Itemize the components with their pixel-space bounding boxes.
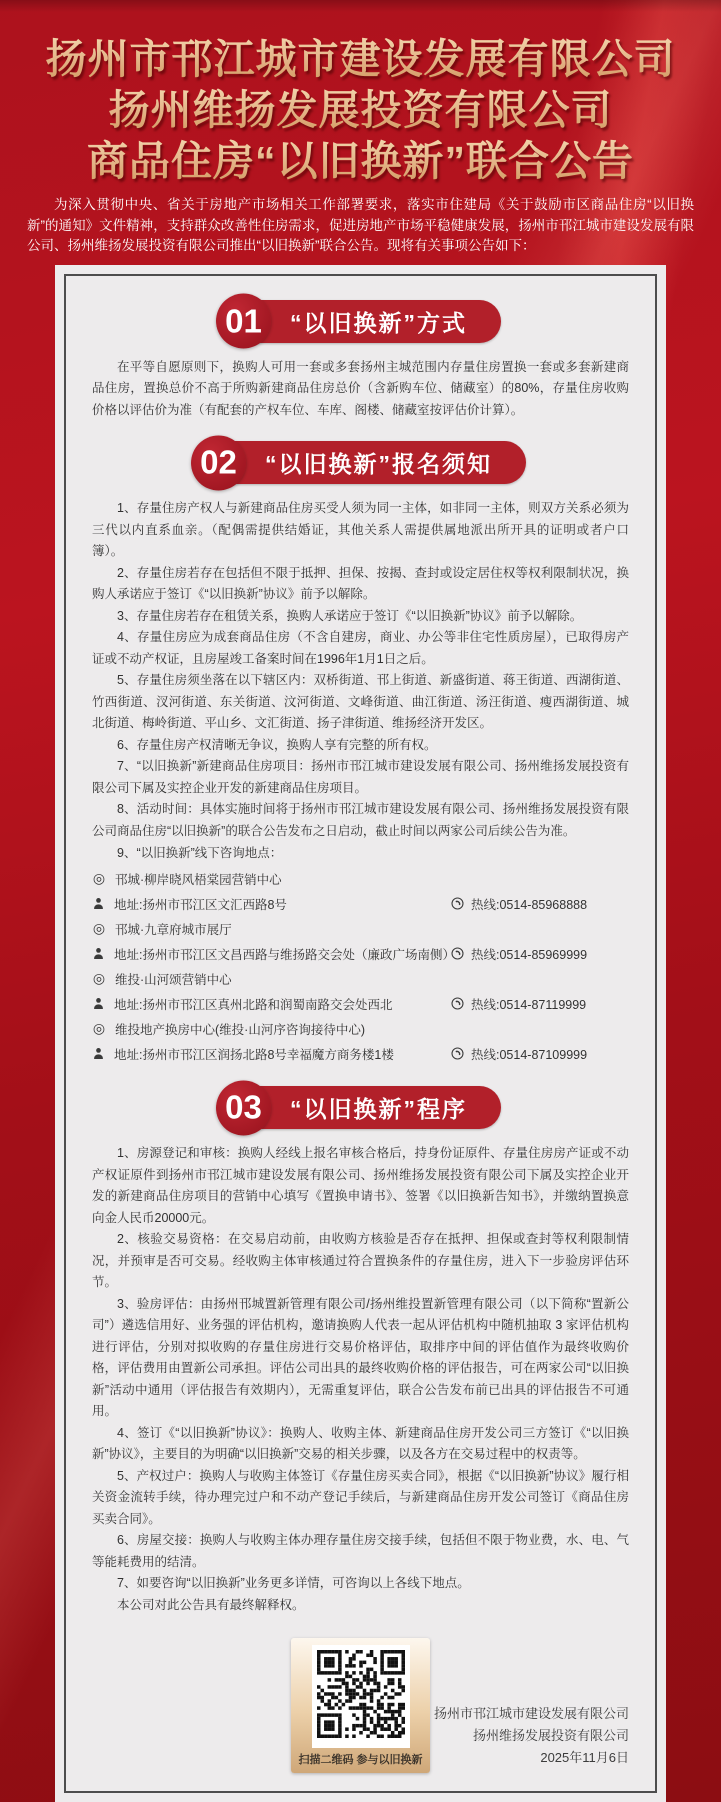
contact-hotline: 热线:0514-87109999 (471, 1045, 587, 1063)
paragraph: 5、产权过户：换购人与收购主体签订《存量住房买卖合同》，根据《“以旧换新”协议》履行相关资金流转手续，待办理完过户和不动产登记手续后，与新建商品住房开发公司签订《商品住房买卖合同》。 (92, 1466, 629, 1531)
section-header-1 (220, 300, 501, 343)
footer-row (92, 1638, 629, 1773)
contact-name-row (92, 916, 629, 941)
contact-entry (92, 916, 629, 966)
contact-address: 地址:扬州市邗江区文昌西路与维扬路交会处（廉政广场南侧） (114, 945, 451, 963)
section-header-2 (195, 441, 526, 484)
qr-caption: 扫描二维码 参与以旧换新 (298, 1748, 422, 1769)
content-box (55, 265, 666, 1802)
person-location-icon (92, 1047, 105, 1060)
paragraph: 4、签订《“以旧换新”协议》：换购人、收购主体、新建商品住房开发公司三方签订《“以旧换新”协议》，主要目的为明确“以旧换新”交易的相关步骤，以及各方在交易过程中的权责等。 (92, 1423, 629, 1466)
contact-address: 地址:扬州市邗江区真州北路和润蜀南路交会处西北 (114, 995, 392, 1013)
section-1-body (92, 357, 629, 422)
title-line: 商品住房“以旧换新”联合公告 (0, 136, 721, 187)
phone-icon (451, 947, 464, 960)
bullseye-icon: ◎ (92, 920, 106, 937)
contact-address-row (92, 941, 629, 966)
contact-entry (92, 866, 629, 916)
paragraph: 8、活动时间：具体实施时间将于扬州市邗江城市建设发展有限公司、扬州维扬发展投资有限公司商品住房“以旧换新”的联合公告发布之日启动，截止时间以两家公司后续公告为准。 (92, 799, 629, 842)
contact-name: 维投地产换房中心(维投·山河序咨询接待中心) (115, 1020, 365, 1038)
contact-list-intro: 9、“以旧换新”线下咨询地点： (92, 842, 629, 864)
paragraph: 2、存量住房若存在包括但不限于抵押、担保、按揭、查封或设定居住权等权利限制状况，换购人承诺应于签订《“以旧换新”协议》前予以解除。 (92, 563, 629, 606)
signature-block (430, 1703, 629, 1773)
paragraph: 在平等自愿原则下，换购人可用一套或多套扬州主城范围内存量住房置换一套或多套新建商品住房，置换总价不高于所购新建商品住房总价（含新购车位、储藏室）的80%，存量住房收购价格以评估价为准（有配套的产权车位、车库、阁楼、储藏室按评估价计算）。 (92, 357, 629, 422)
phone-icon (451, 997, 464, 1010)
paragraph: 3、存量住房若存在租赁关系，换购人承诺应于签订《“以旧换新”协议》前予以解除。 (92, 606, 629, 628)
content-box-inner (64, 274, 657, 1794)
contact-name-row (92, 966, 629, 991)
phone-icon (451, 897, 464, 910)
phone-icon (451, 1047, 464, 1060)
paragraph: 2、核验交易资格：在交易启动前，由收购方核验是否存在抵押、担保或查封等权利限制情况，并预审是否可交易。经收购主体审核通过符合置换条件的存量住房，进入下一步验房评估环节。 (92, 1229, 629, 1294)
contact-name-row (92, 866, 629, 891)
section-2-body (92, 498, 629, 842)
section-3-body (92, 1143, 629, 1595)
signature-line: 扬州市邗江城市建设发展有限公司 (430, 1703, 629, 1725)
contact-list (92, 866, 629, 1066)
section-header-3 (220, 1086, 501, 1129)
closing-statement: 本公司对此公告具有最终解释权。 (92, 1595, 629, 1617)
contact-name: 邗城·九章府城市展厅 (115, 920, 232, 938)
signature-line: 扬州维扬发展投资有限公司 (430, 1725, 629, 1747)
contact-hotline: 热线:0514-87119999 (471, 995, 586, 1013)
section-number-badge: 01 (216, 294, 271, 349)
contact-address-row (92, 991, 629, 1016)
bullseye-icon: ◎ (92, 970, 106, 987)
title-lines (0, 34, 721, 187)
contact-address-row (92, 1041, 629, 1066)
qr-code (312, 1645, 410, 1748)
paragraph: 5、存量住房须坐落在以下辖区内：双桥街道、邗上街道、新盛街道、蒋王街道、西湖街道、竹西街道、汊河街道、东关街道、汶河街道、文峰街道、曲江街道、汤汪街道、瘦西湖街道、城北街道、梅岭街道、平山乡、文汇街道、扬子津街道、维扬经济开发区。 (92, 670, 629, 735)
contact-hotline: 热线:0514-85969999 (471, 945, 587, 963)
contact-name: 维投·山河颂营销中心 (115, 970, 232, 988)
paragraph: 3、验房评估：由扬州邗城置新管理有限公司/扬州维投置新管理有限公司（以下简称“置新公司”）遴选信用好、业务强的评估机构，邀请换购人代表一起从评估机构中随机抽取 3 家评估机构进行评估，分别对拟收购的存量住房进行交易价格评估，取排序中间的评估值作为最终收购价格，评估费用由置新公司承担。评估公司出具的最终收购价格的评估报告，可在两家公司“以旧换新”活动中通用（评估报告有效期内），无需重复评估，联合公告发布前已出具的评估报告不可通用。 (92, 1294, 629, 1423)
paragraph: 6、存量住房产权清晰无争议，换购人享有完整的所有权。 (92, 735, 629, 757)
paragraph: 6、房屋交接：换购人与收购主体办理存量住房交接手续，包括但不限于物业费，水、电、气等能耗费用的结清。 (92, 1530, 629, 1573)
section-number-badge: 02 (191, 435, 246, 490)
title-line: 扬州市邗江城市建设发展有限公司 (0, 34, 721, 85)
title-line: 扬州维扬发展投资有限公司 (0, 85, 721, 136)
bullseye-icon: ◎ (92, 1020, 106, 1037)
poster-title (0, 34, 721, 187)
contact-name: 邗城·柳岸晓风梧棠园营销中心 (115, 870, 282, 888)
section-title: “以旧换新”报名须知 (265, 446, 492, 479)
section-number-badge: 03 (216, 1080, 271, 1135)
contact-address-row (92, 891, 629, 916)
paragraph: 1、存量住房产权人与新建商品住房买受人须为同一主体，如非同一主体，则双方关系必须为三代以内直系血亲。（配偶需提供结婚证，其他关系人需提供属地派出所开具的证明或者户口簿）。 (92, 498, 629, 563)
paragraph: 1、房源登记和审核：换购人经线上报名审核合格后，持身份证原件、存量住房房产证或不动产权证原件到扬州市邗江城市建设发展有限公司、扬州维扬发展投资有限公司下属及实控企业开发的新建商品住房项目的营销中心填写《置换申请书》、签署《以旧换新告知书》，并缴纳置换意向金人民币20000元。 (92, 1143, 629, 1229)
person-location-icon (92, 947, 105, 960)
qr-code-block (291, 1638, 429, 1773)
contact-hotline: 热线:0514-85968888 (471, 895, 587, 913)
contact-address: 地址:扬州市邗江区润扬北路8号幸福魔方商务楼1楼 (114, 1045, 394, 1063)
bullseye-icon: ◎ (92, 870, 106, 887)
intro-paragraph: 为深入贯彻中央、省关于房地产市场相关工作部署要求，落实市住建局《关于鼓励市区商品住房“以旧换新”的通知》文件精神，支持群众改善性住房需求，促进房地产市场平稳健康发展，扬州市邗江城市建设发展有限公司、扬州维扬发展投资有限公司推出“以旧换新”联合公告。现将有关事项公告如下： (27, 195, 694, 257)
person-location-icon (92, 897, 105, 910)
person-location-icon (92, 997, 105, 1010)
contact-address: 地址:扬州市邗江区文汇西路8号 (114, 895, 287, 913)
signature-line: 2025年11月6日 (430, 1747, 629, 1769)
paragraph: 4、存量住房应为成套商品住房（不含自建房，商业、办公等非住宅性质房屋），已取得房产证或不动产权证，且房屋竣工备案时间在1996年1月1日之后。 (92, 627, 629, 670)
contact-entry (92, 1016, 629, 1066)
paragraph: 7、如要咨询“以旧换新”业务更多详情，可咨询以上各线下地点。 (92, 1573, 629, 1595)
contact-name-row (92, 1016, 629, 1041)
section-title: “以旧换新”程序 (290, 1091, 467, 1124)
section-title: “以旧换新”方式 (290, 305, 467, 338)
contact-entry (92, 966, 629, 1016)
paragraph: 7、“以旧换新”新建商品住房项目：扬州市邗江城市建设发展有限公司、扬州维扬发展投资有限公司下属及实控企业开发的新建商品住房项目。 (92, 756, 629, 799)
